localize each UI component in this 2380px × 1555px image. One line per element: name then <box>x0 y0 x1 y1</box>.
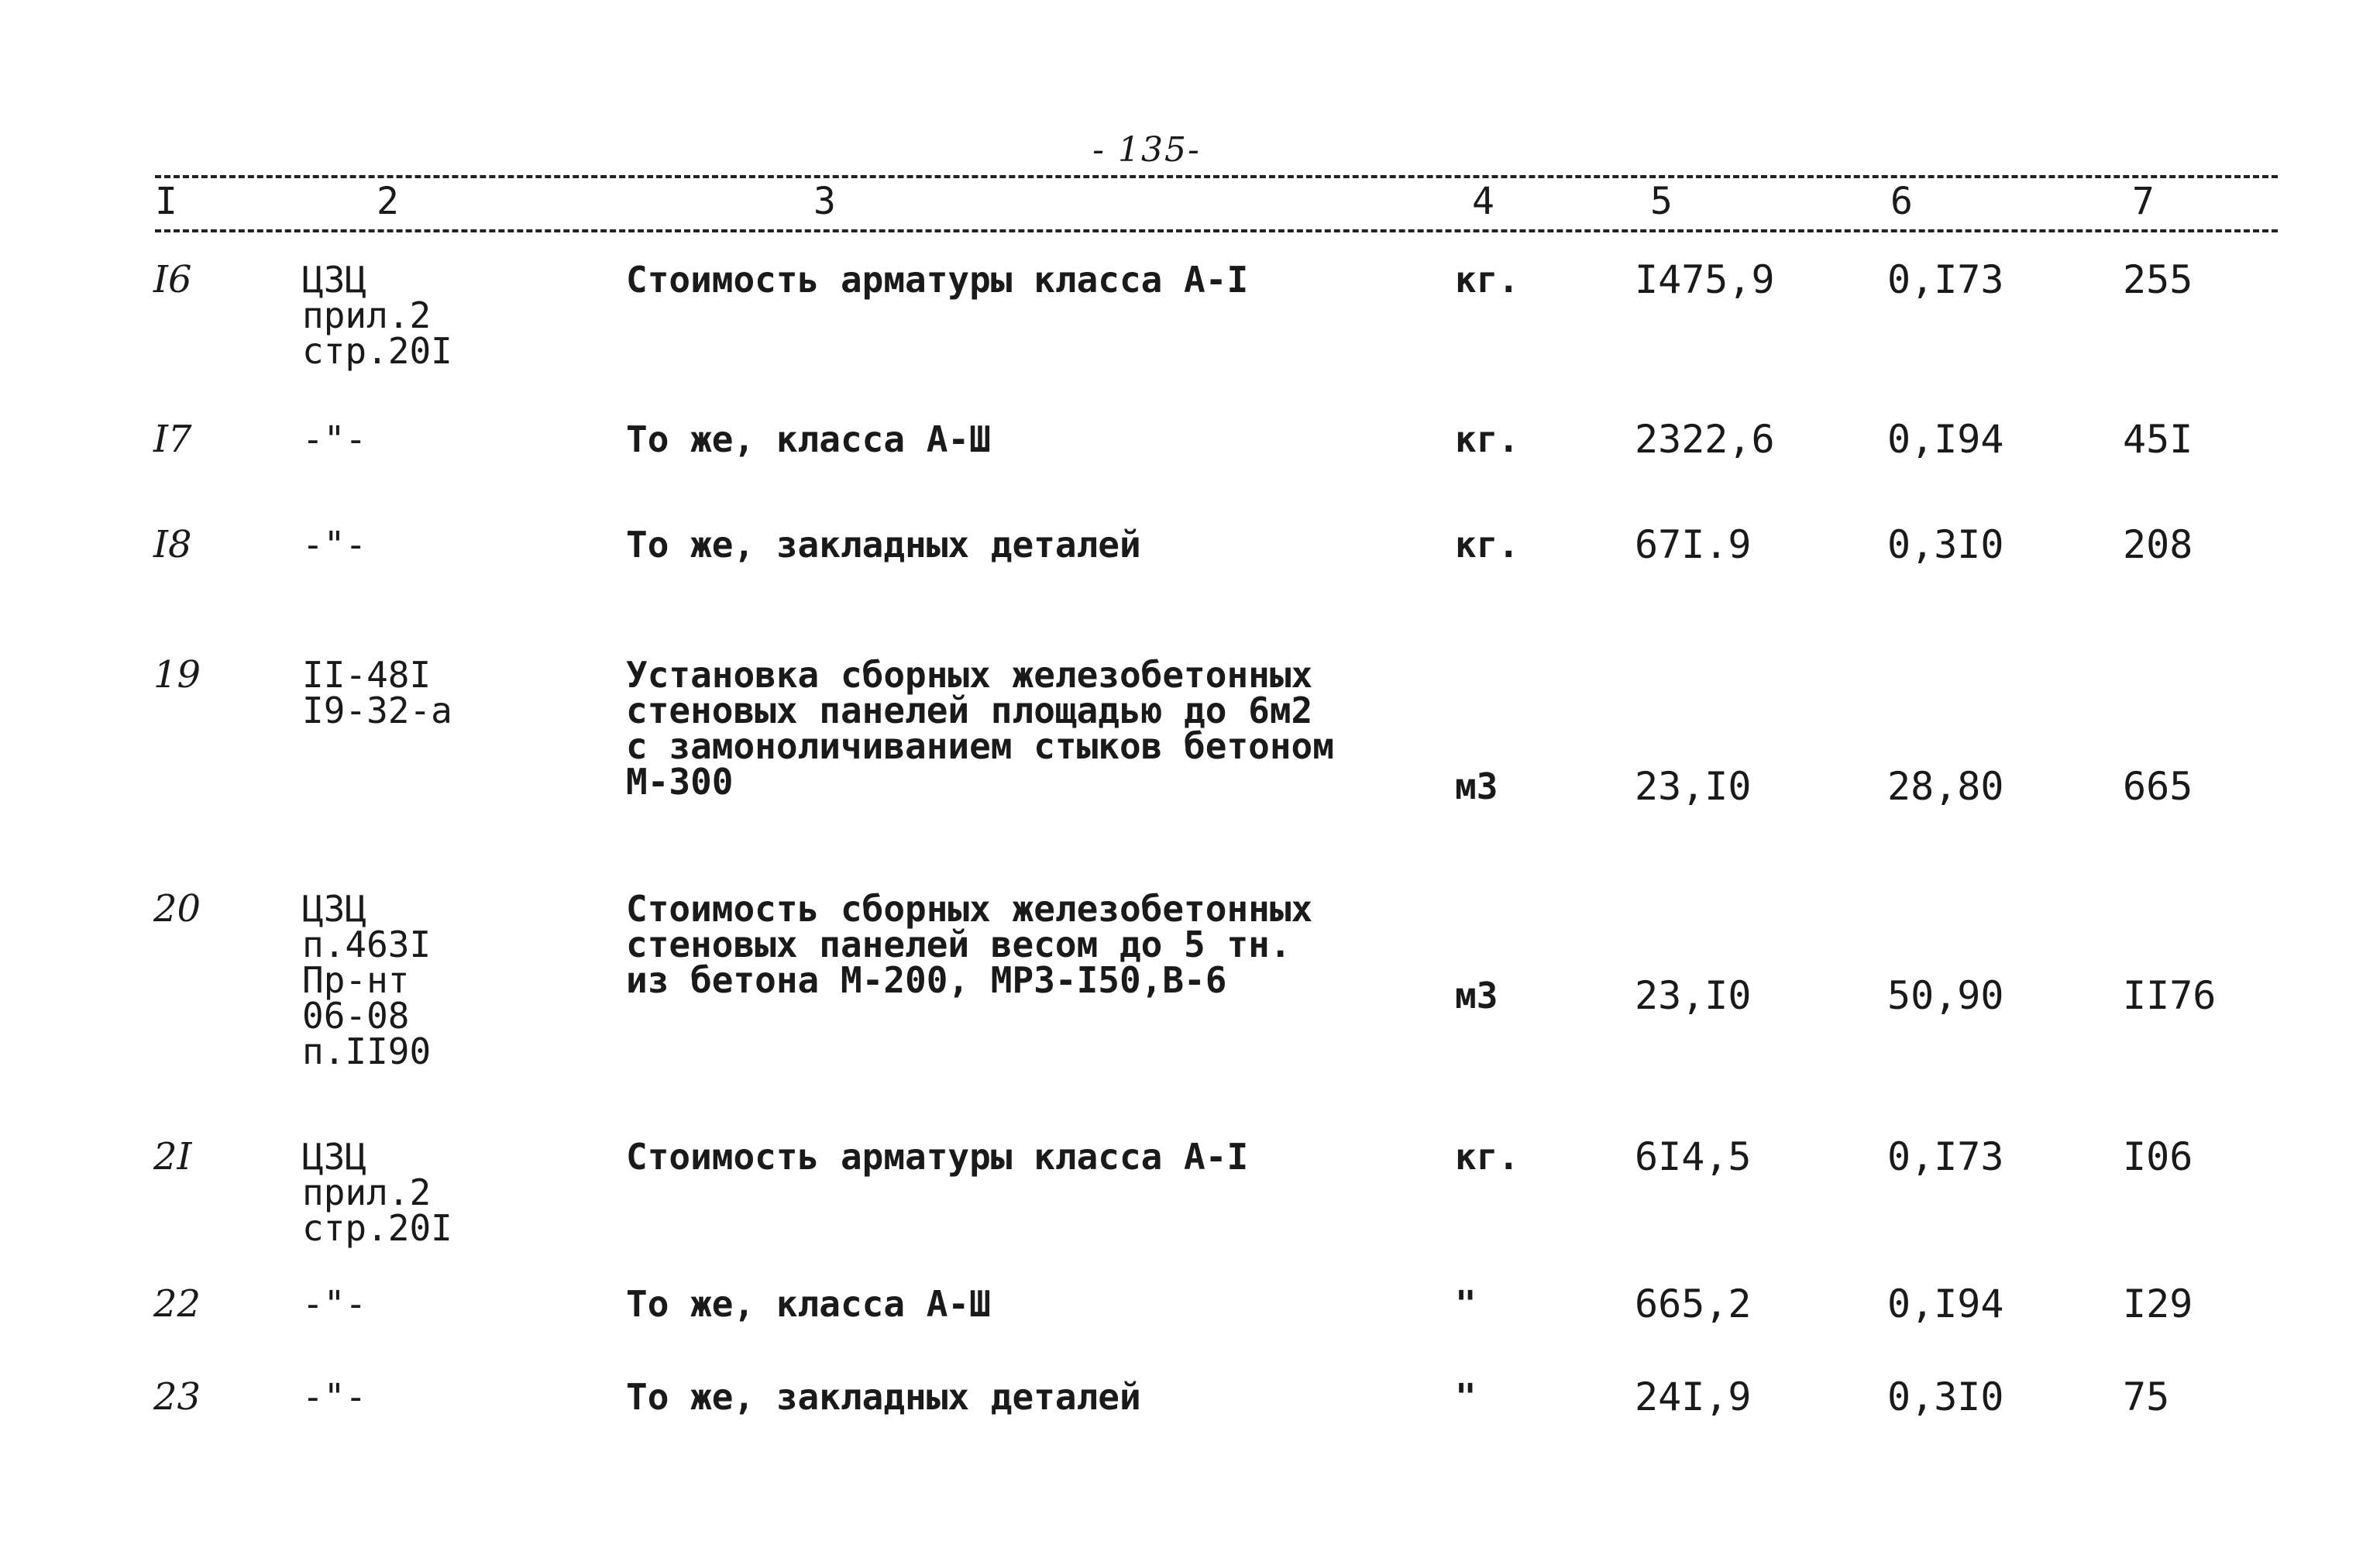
row-unit: кг. <box>1455 1136 1520 1178</box>
row-description-line: То же, закладных деталей <box>626 1376 1141 1418</box>
row-reference-line: 06-08 <box>302 995 410 1037</box>
header-col-6: 6 <box>1890 180 1913 223</box>
row-total: 255 <box>2123 257 2193 302</box>
row-unit: кг. <box>1455 418 1520 460</box>
header-col-2: 2 <box>377 180 399 223</box>
row-reference-line: ЦЗЦ <box>302 888 367 930</box>
row-unit-price: 0,I73 <box>1887 257 2004 302</box>
row-description <box>626 1283 991 1325</box>
row-number: 23 <box>153 1375 201 1419</box>
row-quantity: I475,9 <box>1635 257 1775 302</box>
row-description-line: То же, класса А-Ш <box>626 418 991 460</box>
row-reference-line: стр.20I <box>302 1207 452 1249</box>
row-description <box>626 418 991 460</box>
row-number: I6 <box>153 258 192 301</box>
row-description-line: М-300 <box>626 761 734 803</box>
row-description <box>626 1376 1141 1418</box>
row-reference-line: -"- <box>302 524 367 566</box>
row-number: 19 <box>153 653 201 697</box>
row-number: I8 <box>153 523 192 566</box>
page-number: - 135- <box>1092 130 1201 170</box>
header-col-1: I <box>155 180 177 223</box>
row-reference <box>302 259 452 372</box>
row-description-line: Стоимость арматуры класса А-I <box>626 259 1249 301</box>
header-rule <box>155 229 2278 232</box>
row-description-line: Стоимость арматуры класса А-I <box>626 1136 1249 1178</box>
row-description-line: То же, класса А-Ш <box>626 1283 991 1325</box>
row-description-line: То же, закладных деталей <box>626 524 1141 566</box>
row-reference-line: ЦЗЦ <box>302 1136 367 1178</box>
row-quantity: 665,2 <box>1635 1281 1752 1326</box>
header-col-5: 5 <box>1650 180 1673 223</box>
row-reference-line: II-48I <box>302 654 432 696</box>
row-unit: " <box>1455 1376 1477 1418</box>
header-col-3: 3 <box>813 180 836 223</box>
row-description-line: Установка сборных железобетонных <box>626 654 1313 696</box>
row-description <box>626 524 1141 566</box>
row-unit-price: 50,90 <box>1887 973 2004 1018</box>
row-number: 22 <box>153 1282 201 1326</box>
row-reference <box>302 1376 367 1418</box>
row-description-line: стеновых панелей площадью до 6м2 <box>626 690 1313 731</box>
row-quantity: 23,I0 <box>1635 973 1752 1018</box>
row-unit-price: 0,3I0 <box>1887 1374 2004 1419</box>
row-reference-line: -"- <box>302 1376 367 1418</box>
row-reference-line: прил.2 <box>302 294 432 336</box>
row-description-line: Стоимость сборных железобетонных <box>626 888 1313 930</box>
row-unit: м3 <box>1455 765 1498 807</box>
row-unit: кг. <box>1455 259 1520 301</box>
row-total: 665 <box>2123 764 2193 809</box>
row-reference-line: -"- <box>302 1283 367 1325</box>
row-unit: кг. <box>1455 524 1520 566</box>
row-description-line: из бетона М-200, МРЗ-I50,В-6 <box>626 959 1227 1001</box>
row-reference-line: ЦЗЦ <box>302 259 367 301</box>
row-total: 75 <box>2123 1374 2170 1419</box>
row-unit-price: 0,I94 <box>1887 1281 2004 1326</box>
row-quantity: 6I4,5 <box>1635 1134 1752 1179</box>
row-reference-line: прил.2 <box>302 1171 432 1213</box>
row-unit-price: 28,80 <box>1887 764 2004 809</box>
row-number: I7 <box>153 418 192 461</box>
row-total: I29 <box>2123 1281 2193 1326</box>
row-description <box>626 888 1313 1001</box>
row-quantity: 67I.9 <box>1635 522 1752 567</box>
row-description <box>626 654 1334 803</box>
row-description-line: стеновых панелей весом до 5 тн. <box>626 924 1291 965</box>
row-quantity: 24I,9 <box>1635 1374 1752 1419</box>
row-description-line: с замоноличиванием стыков бетоном <box>626 725 1334 767</box>
row-unit-price: 0,I73 <box>1887 1134 2004 1179</box>
row-reference-line: стр.20I <box>302 330 452 372</box>
row-reference <box>302 418 367 460</box>
row-unit-price: 0,3I0 <box>1887 522 2004 567</box>
row-total: 208 <box>2123 522 2193 567</box>
row-reference <box>302 1136 452 1249</box>
header-col-7: 7 <box>2132 180 2155 223</box>
row-reference <box>302 888 432 1072</box>
row-reference-line: -"- <box>302 418 367 460</box>
row-total: 45I <box>2123 417 2193 462</box>
row-description <box>626 259 1249 301</box>
row-total: I06 <box>2123 1134 2193 1179</box>
row-unit-price: 0,I94 <box>1887 417 2004 462</box>
row-unit: м3 <box>1455 975 1498 1017</box>
row-number: 2I <box>153 1135 192 1178</box>
row-reference <box>302 524 367 566</box>
row-reference-line: п.II90 <box>302 1030 432 1072</box>
row-quantity: 23,I0 <box>1635 764 1752 809</box>
row-number: 20 <box>153 887 201 931</box>
row-quantity: 2322,6 <box>1635 417 1775 462</box>
row-unit: " <box>1455 1283 1477 1325</box>
row-reference <box>302 654 452 731</box>
header-col-4: 4 <box>1472 180 1494 223</box>
row-description <box>626 1136 1249 1178</box>
row-reference-line: п.463I <box>302 924 432 965</box>
top-rule <box>155 175 2278 178</box>
row-reference-line: Пр-нт <box>302 959 410 1001</box>
row-reference-line: I9-32-а <box>302 690 452 731</box>
row-reference <box>302 1283 367 1325</box>
row-total: II76 <box>2123 973 2217 1018</box>
